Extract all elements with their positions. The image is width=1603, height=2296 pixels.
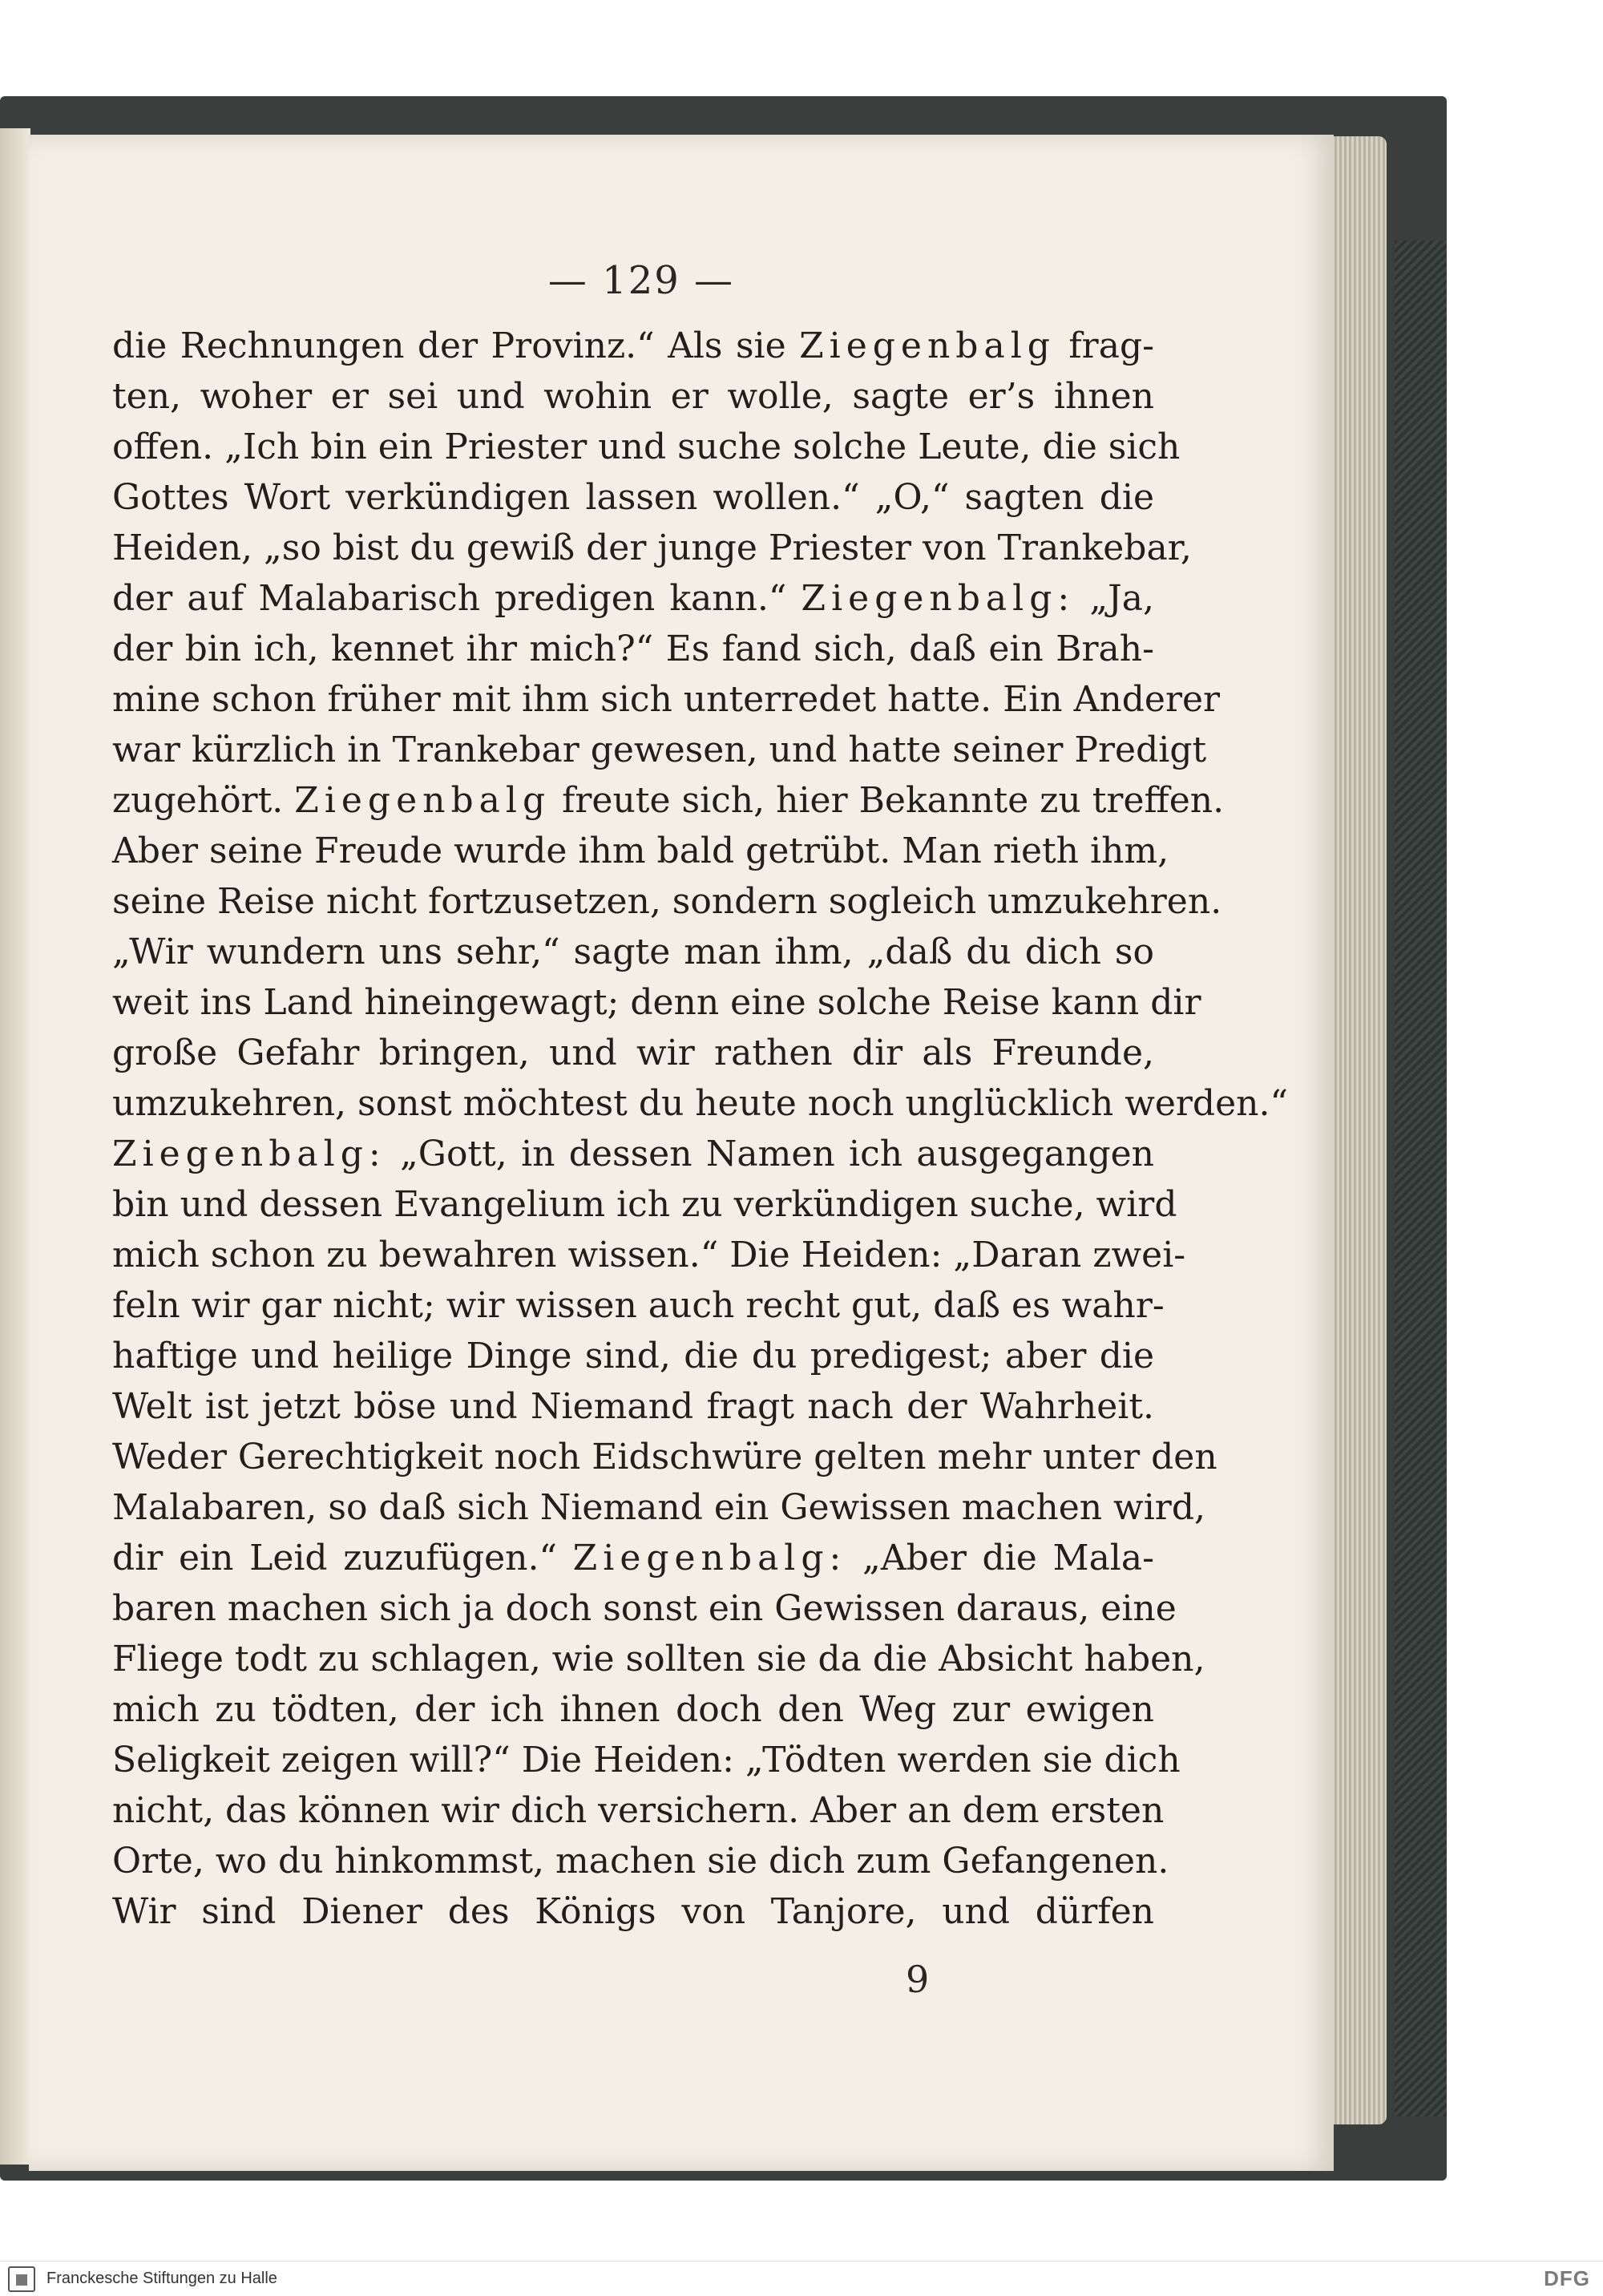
spaced-name: Ziegenbalg: <box>801 578 1076 619</box>
text-fragment: mich zu tödten, der ich ihnen doch den Weg zur ewigen <box>112 1689 1154 1730</box>
text-fragment: Aber seine Freude wurde ihm bald getrübt. Man rieth ihm, <box>112 831 1169 871</box>
text-line <box>112 1533 1154 1583</box>
spaced-name: Ziegenbalg: <box>572 1538 847 1578</box>
text-fragment: Seligkeit zeigen will?“ Die Heiden: „Tödten werden sie dich <box>112 1740 1181 1781</box>
text-line <box>112 775 1225 826</box>
text-fragment: ten, woher er sei und wohin er wolle, sagte er’s ihnen <box>112 376 1154 417</box>
text-fragment: umzukehren, sonst möchtest du heute noch unglücklich werden.“ <box>112 1083 1288 1124</box>
text-line <box>112 876 1222 927</box>
text-line <box>112 1836 1169 1886</box>
text-fragment: mich schon zu bewahren wissen.“ Die Heiden: „Daran zwei- <box>112 1235 1186 1275</box>
text-fragment: offen. „Ich bin ein Priester und suche solche Leute, die sich <box>112 426 1181 467</box>
text-fragment: weit ins Land hineingewagt; denn eine solche Reise kann dir <box>112 982 1201 1023</box>
text-fragment: bin und dessen Evangelium ich zu verkündigen suche, wird <box>112 1184 1177 1225</box>
spaced-name: Ziegenbalg <box>294 780 551 821</box>
text-line <box>112 1684 1154 1735</box>
spaced-name: Ziegenbalg: <box>112 1134 386 1174</box>
text-line <box>112 1280 1165 1331</box>
text-line <box>112 1583 1177 1634</box>
text-fragment: haftige und heilige Dinge sind, die du predigest; aber die <box>112 1336 1154 1376</box>
printer-signature-mark: 9 <box>906 1958 930 2001</box>
text-fragment: freute sich, hier Bekannte zu treffen. <box>551 780 1225 821</box>
text-line <box>112 1886 1154 1937</box>
text-fragment: feln wir gar nicht; wir wissen auch recht gut, daß es wahr- <box>112 1285 1165 1326</box>
text-line <box>112 1129 1154 1179</box>
text-line <box>112 573 1154 624</box>
dfg-logo: DFG <box>1544 2266 1590 2290</box>
text-line <box>112 1735 1181 1785</box>
text-line <box>112 1432 1217 1482</box>
text-fragment: dir ein Leid zuzufügen.“ <box>112 1538 573 1578</box>
text-fragment: Heiden, „so bist du gewiß der junge Priester von Trankebar, <box>112 528 1192 568</box>
text-fragment: der bin ich, kennet ihr mich?“ Es fand sich, daß ein Brah- <box>112 629 1154 669</box>
text-fragment: war kürzlich in Trankebar gewesen, und hatte seiner Predigt <box>112 730 1207 770</box>
text-fragment: zugehört. <box>112 780 295 821</box>
text-line <box>112 826 1169 876</box>
text-fragment: große Gefahr bringen, und wir rathen dir als Freunde, <box>112 1033 1154 1073</box>
text-line <box>112 523 1192 573</box>
text-fragment: „Wir wundern uns sehr,“ sagte man ihm, „daß du dich so <box>112 932 1154 972</box>
text-line <box>112 1331 1154 1381</box>
text-line <box>112 371 1154 422</box>
text-line <box>112 977 1201 1028</box>
text-fragment: seine Reise nicht fortzusetzen, sondern sogleich umzukehren. <box>112 881 1222 922</box>
text-fragment: Welt ist jetzt böse und Niemand fragt nach der Wahrheit. <box>112 1386 1154 1427</box>
text-line <box>112 1028 1154 1078</box>
text-fragment: „Ja, <box>1075 578 1155 619</box>
text-line <box>112 927 1154 977</box>
text-fragment: nicht, das können wir dich versichern. Aber an dem ersten <box>112 1790 1165 1831</box>
viewer-footer <box>0 2261 1603 2296</box>
text-line <box>112 1785 1165 1836</box>
text-fragment: Orte, wo du hinkommst, machen sie dich zum Gefangenen. <box>112 1841 1169 1882</box>
text-fragment: mine schon früher mit ihm sich unterredet hatte. Ein Anderer <box>112 679 1221 720</box>
text-line <box>112 624 1154 674</box>
text-line <box>112 1482 1205 1533</box>
text-fragment: die Rechnungen der Provinz.“ Als sie <box>112 325 800 366</box>
body-text <box>112 321 1288 1937</box>
spaced-name: Ziegenbalg <box>799 325 1056 366</box>
text-fragment: „Aber die Mala- <box>846 1538 1154 1578</box>
text-fragment: Malabaren, so daß sich Niemand ein Gewissen machen wird, <box>112 1487 1205 1528</box>
text-fragment: Gottes Wort verkündigen lassen wollen.“ „O,“ sagten die <box>112 477 1154 518</box>
book-cover-edge <box>1395 241 1447 2116</box>
text-fragment: frag- <box>1055 325 1154 366</box>
text-line <box>112 1078 1288 1129</box>
text-line <box>112 1230 1186 1280</box>
facing-page-edge <box>0 128 30 2165</box>
text-line <box>112 674 1221 725</box>
text-line <box>112 422 1181 472</box>
text-line <box>112 725 1207 775</box>
institution-name: Franckesche Stiftungen zu Halle <box>46 2270 277 2287</box>
institution-logo-icon <box>8 2266 35 2292</box>
text-fragment: Weder Gerechtigkeit noch Eidschwüre gelten mehr unter den <box>112 1437 1217 1477</box>
text-line <box>112 1381 1154 1432</box>
text-line <box>112 1634 1205 1684</box>
text-line <box>112 1179 1177 1230</box>
text-fragment: Wir sind Diener des Königs von Tanjore, und dürfen <box>112 1891 1154 1932</box>
text-fragment: baren machen sich ja doch sonst ein Gewissen daraus, eine <box>112 1588 1177 1629</box>
page-number-header: — 129 — <box>547 258 735 303</box>
text-line <box>112 472 1154 523</box>
text-line <box>112 321 1154 371</box>
text-fragment: der auf Malabarisch predigen kann.“ <box>112 578 802 619</box>
text-fragment: „Gott, in dessen Namen ich ausgegangen <box>386 1134 1154 1174</box>
text-fragment: Fliege todt zu schlagen, wie sollten sie da die Absicht haben, <box>112 1639 1205 1680</box>
